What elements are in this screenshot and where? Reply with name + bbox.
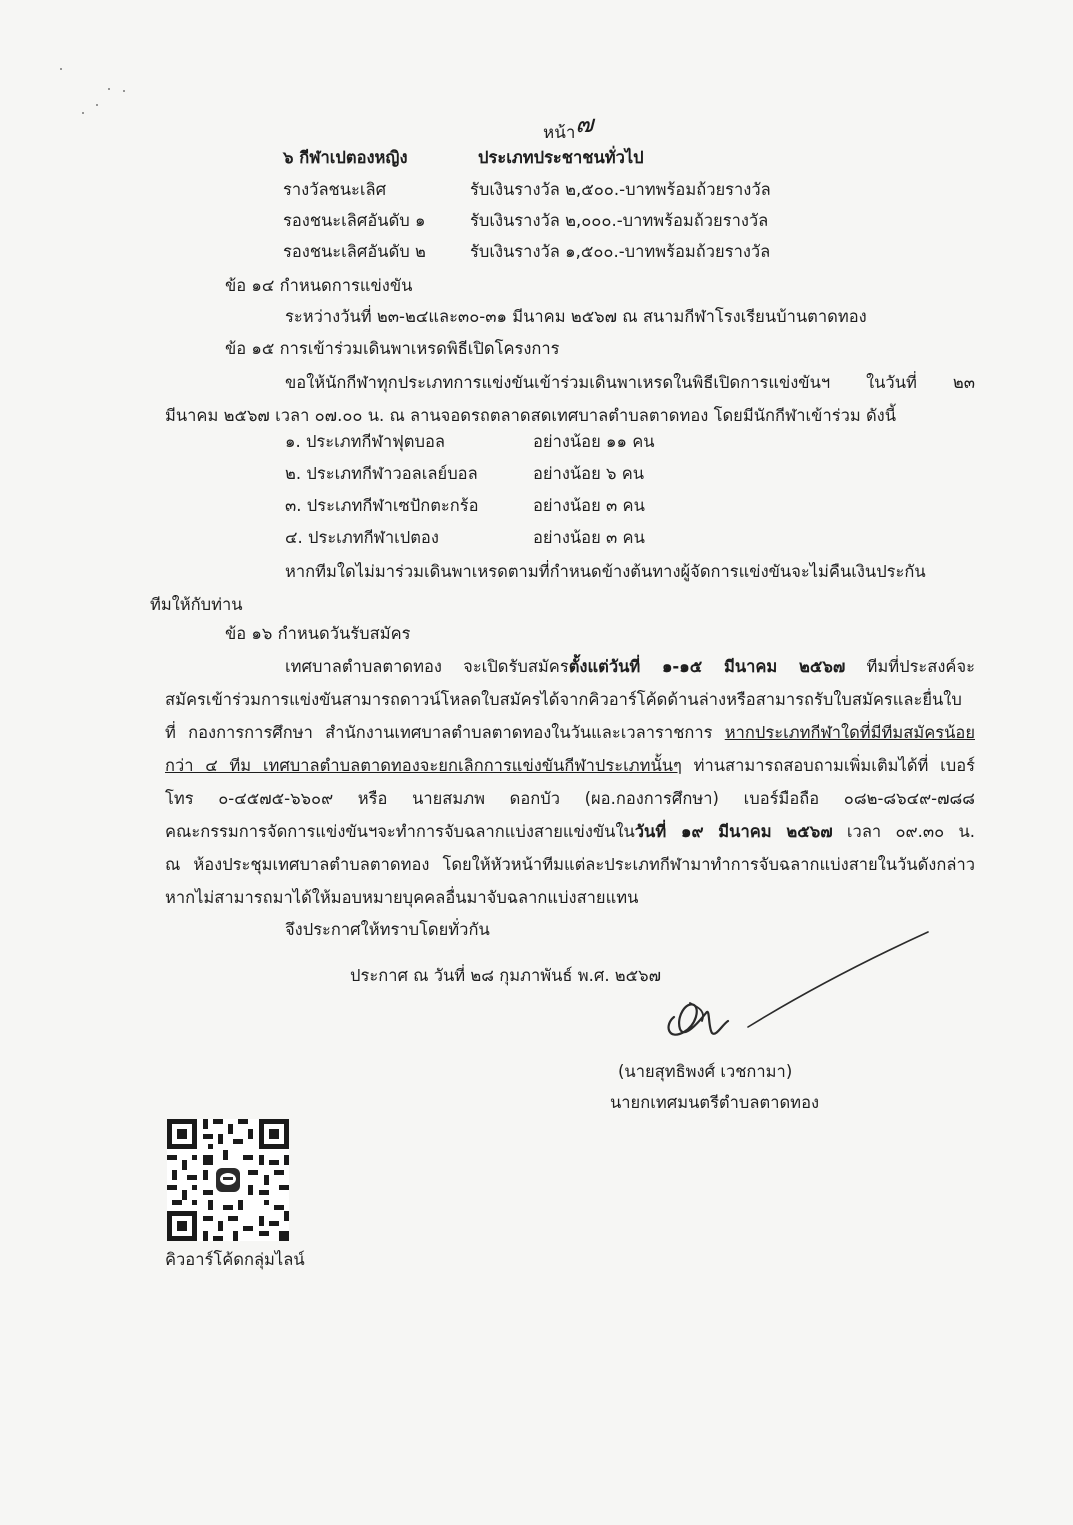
underlined-notice: หากประเภทกีฬาใดที่มีทีมสมัครน้อย <box>724 723 975 742</box>
text-run: ท่านสามารถสอบถามเพิ่มเติมได้ที่ เบอร์ <box>681 756 975 775</box>
page-marker <box>543 110 594 145</box>
paragraph-line <box>165 650 975 683</box>
team-count: อย่างน้อย ๑๑ คน <box>533 432 655 451</box>
prize-reward: รับเงินรางวัล ๑,๕๐๐.-บาทพร้อมถ้วยรางวัล <box>470 242 771 261</box>
signature <box>650 925 940 1050</box>
paragraph-line: หากไม่สามารถมาได้ให้มอบหมายบุคคลอื่นมาจับฉลากแบ่งสายแทน <box>165 888 639 907</box>
closing-statement: จึงประกาศให้ทราบโดยทั่วกัน <box>285 920 490 939</box>
team-count: อย่างน้อย ๖ คน <box>533 464 645 483</box>
clause14-title: ข้อ ๑๔ กำหนดการแข่งขัน <box>225 276 413 295</box>
page-number-handwritten: ๗ <box>575 110 594 138</box>
paragraph-line: ณ ห้องประชุมเทศบาลตำบลตาดทอง โดยให้หัวหน้าทีมแต่ละประเภทกีฬามาทำการจับฉลากแบ่งสายในวันดังกล่าว <box>165 855 975 874</box>
scan-speck <box>82 112 84 114</box>
clause15-note <box>150 555 975 621</box>
scan-speck <box>60 68 62 70</box>
paragraph-line <box>165 749 975 782</box>
prize-rank: รางวัลชนะเลิศ <box>283 180 387 199</box>
registration-period: ตั้งแต่วันที่ ๑-๑๕ มีนาคม ๒๕๖๗ <box>568 657 846 676</box>
paragraph-line: หากทีมใดไม่มาร่วมเดินพาเหรดตามที่กำหนดข้างต้นทางผู้จัดการแข่งขันจะไม่คืนเงินประกัน <box>285 562 926 581</box>
team-count: อย่างน้อย ๓ คน <box>533 528 645 547</box>
team-type: ๓. ประเภทกีฬาเซปักตะกร้อ <box>285 496 479 515</box>
scan-speck <box>108 88 110 90</box>
team-count: อย่างน้อย ๓ คน <box>533 496 645 515</box>
team-type: ๑. ประเภทกีฬาฟุตบอล <box>285 432 445 451</box>
team-type: ๒. ประเภทกีฬาวอลเลย์บอล <box>285 464 478 483</box>
text-run: เวลา ๐๙.๓๐ น. <box>832 822 975 841</box>
team-type: ๔. ประเภทกีฬาเปตอง <box>285 528 439 547</box>
scan-speck <box>96 104 98 106</box>
qr-caption: คิวอาร์โค้ดกลุ่มไลน์ <box>165 1250 305 1269</box>
underlined-notice: กว่า ๔ ทีม เทศบาลตำบลตาดทองจะยกเลิกการแข่งขันกีฬาประเภทนั้นๆ <box>165 756 682 775</box>
paragraph-line: ขอให้นักกีฬาทุกประเภทการแข่งขันเข้าร่วมเดินพาเหรดในพิธีเปิดการแข่งขันฯ ในวันที่ ๒๓ <box>285 373 975 392</box>
draw-date: วันที่ ๑๙ มีนาคม ๒๕๖๗ <box>634 822 833 841</box>
paragraph-line: ทีมให้กับท่าน <box>150 595 243 614</box>
clause15-title: ข้อ ๑๕ การเข้าร่วมเดินพาเหรดพิธีเปิดโครงการ <box>225 339 560 358</box>
prize-rank: รองชนะเลิศอันดับ ๑ <box>283 211 426 230</box>
clause15-paragraph <box>165 366 975 432</box>
section6-heading: ๖ กีฬาเปตองหญิง <box>283 148 408 167</box>
paragraph-line <box>165 815 975 848</box>
text-run: ทีมที่ประสงค์จะ <box>845 657 975 676</box>
clause16-title: ข้อ ๑๖ กำหนดวันรับสมัคร <box>225 624 411 643</box>
text-run: เทศบาลตำบลตาดทอง จะเปิดรับสมัคร <box>285 657 569 676</box>
paragraph-line: โทร ๐-๔๕๗๕-๖๖๐๙ หรือ นายสมภพ ดอกบัว (ผอ.กองการศึกษา) เบอร์มือถือ ๐๘๒-๘๖๔๙-๗๘๘ <box>165 789 975 808</box>
prize-reward: รับเงินรางวัล ๒,๐๐๐.-บาทพร้อมถ้วยรางวัล <box>470 211 769 230</box>
signer-title: นายกเทศมนตรีตำบลตาดทอง <box>610 1093 820 1112</box>
text-run: ที่ กองการการศึกษา สำนักงานเทศบาลตำบลตาดทองในวันและเวลาราชการ <box>165 723 725 742</box>
scan-speck <box>123 90 125 92</box>
announcement-date: ประกาศ ณ วันที่ ๒๘ กุมภาพันธ์ พ.ศ. ๒๕๖๗ <box>350 966 662 985</box>
paragraph-line: สมัครเข้าร่วมการแข่งขันสามารถดาวน์โหลดใบสมัครได้จากคิวอาร์โค้ดด้านล่างหรือสามารถรับใบสมัครและยื่นใบ <box>165 690 962 709</box>
signer-name: (นายสุทธิพงศ์ เวชกามา) <box>618 1062 793 1081</box>
prize-rank: รองชนะเลิศอันดับ ๒ <box>283 242 426 261</box>
qr-code[interactable] <box>167 1119 289 1241</box>
paragraph-line <box>165 716 975 749</box>
text-run: คณะกรรมการจัดการแข่งขันฯจะทำการจับฉลากแบ่งสายแข่งขันใน <box>165 822 635 841</box>
section6-category: ประเภทประชาชนทั่วไป <box>478 148 644 167</box>
clause14-text: ระหว่างวันที่ ๒๓-๒๔และ๓๐-๓๑ มีนาคม ๒๕๖๗ ณ สนามกีฬาโรงเรียนบ้านตาดทอง <box>285 307 867 326</box>
paragraph-line: มีนาคม ๒๕๖๗ เวลา ๐๗.๐๐ น. ณ ลานจอดรถตลาดสดเทศบาลตำบลตาดทอง โดยมีนักกีฬาเข้าร่วม ดังนี้ <box>165 406 897 425</box>
page-marker-label: หน้า <box>543 123 576 143</box>
prize-reward: รับเงินรางวัล ๒,๕๐๐.-บาทพร้อมถ้วยรางวัล <box>470 180 771 199</box>
clause16-paragraph <box>165 650 975 914</box>
